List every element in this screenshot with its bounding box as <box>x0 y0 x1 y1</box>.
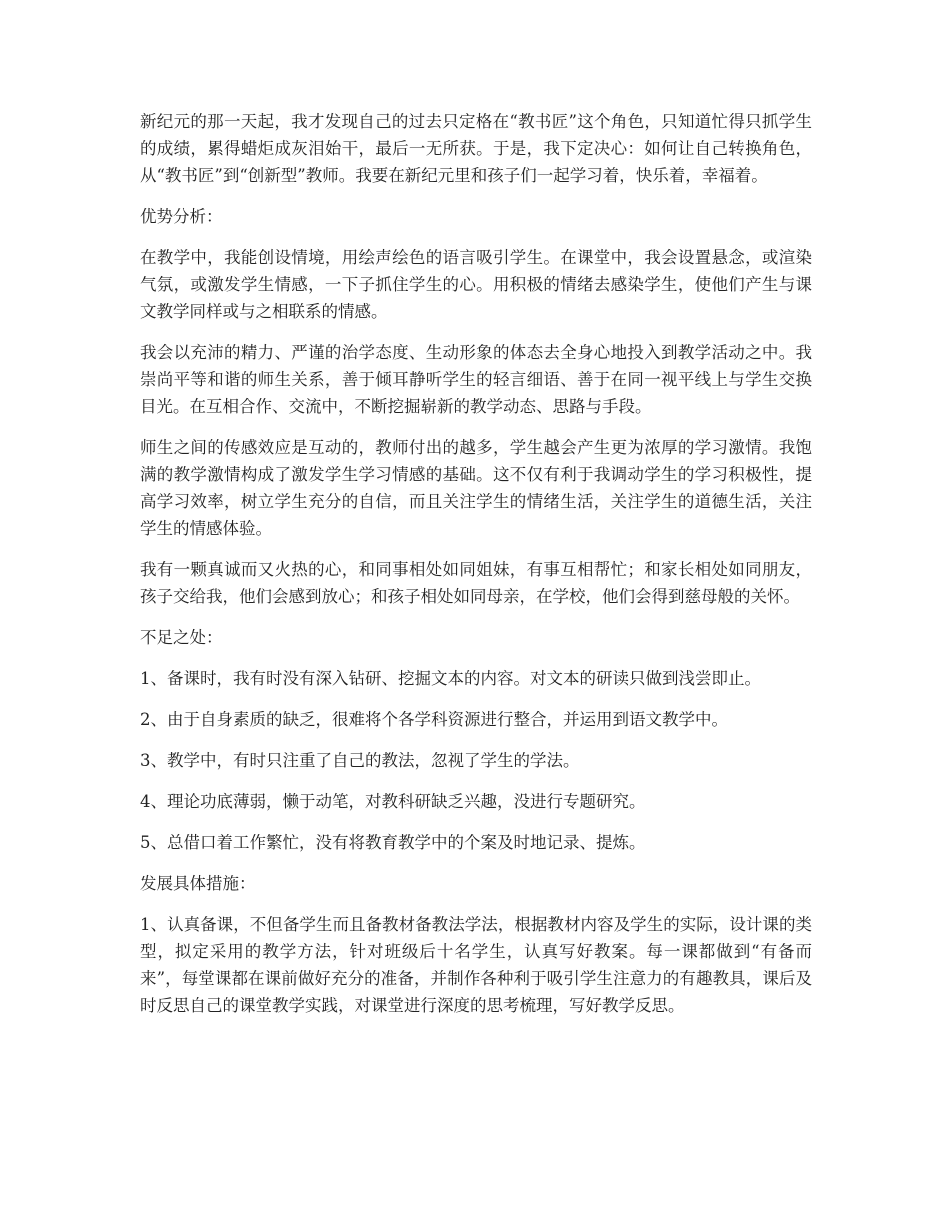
document-page <box>140 108 812 1033</box>
heading-weaknesses: 不足之处： <box>140 628 223 647</box>
paragraph-strength-4: 我有一颗真诚而又火热的心，和同事相处如同姐妹，有事互相帮忙；和家长相处如同朋友，孩子交给我，他们会感到放心；和孩子相处如同母亲，在学校，他们会得到慈母般的关怀。 <box>140 560 812 606</box>
paragraph-strength-1: 在教学中，我能创设情境，用绘声绘色的语言吸引学生。在课堂中，我会设置悬念，或渲染气氛，或激发学生情感，一下子抓住学生的心。用积极的情绪去感染学生，使他们产生与课文教学同样或与之相联系的情感。 <box>140 248 812 321</box>
paragraph-strength-3: 师生之间的传感效应是互动的，教师付出的越多，学生越会产生更为浓厚的学习激情。我饱满的教学激情构成了激发学生学习情感的基础。这不仅有利于我调动学生的学习积极性，提高学习效率，树立学生充分的自信，而且关注学生的情绪生活，关注学生的道德生活，关注学生的情感体验。 <box>140 438 812 538</box>
list-item-measure-1: 1、认真备课，不但备学生而且备教材备教法学法，根据教材内容及学生的实际，设计课的类型，拟定采用的教学方法，针对班级后十名学生，认真写好教案。每一课都做到“有备而来”，每堂课都在课前做好充分的准备，并制作各种利于吸引学生注意力的有趣教具，课后及时反思自己的课堂教学实践，对课堂进行深度的思考梳理，写好教学反思。 <box>140 915 812 1015</box>
paragraph-strength-2: 我会以充沛的精力、严谨的治学态度、生动形象的体态去全身心地投入到教学活动之中。我崇尚平等和谐的师生关系，善于倾耳静听学生的轻言细语、善于在同一视平线上与学生交换目光。在互相合作、交流中，不断挖掘崭新的教学动态、思路与手段。 <box>140 343 812 416</box>
list-item-weakness-4: 4、理论功底薄弱，懒于动笔，对教科研缺乏兴趣，没进行专题研究。 <box>140 792 646 811</box>
paragraph-intro: 新纪元的那一天起，我才发现自己的过去只定格在“教书匠”这个角色，只知道忙得只抓学生的成绩，累得蜡炬成灰泪始干，最后一无所获。于是，我下定决心：如何让自己转换角色，从“教书匠”到“创新型”教师。我要在新纪元里和孩子们一起学习着，快乐着，幸福着。 <box>140 112 812 185</box>
list-item-weakness-3: 3、教学中，有时只注重了自己的教法，忽视了学生的学法。 <box>140 751 580 770</box>
list-item-weakness-1: 1、备课时，我有时没有深入钻研、挖掘文本的内容。对文本的研读只做到浅尝即止。 <box>140 669 761 688</box>
heading-measures: 发展具体措施： <box>140 874 256 893</box>
list-item-weakness-2: 2、由于自身素质的缺乏，很难将个各学科资源进行整合，并运用到语文教学中。 <box>140 710 728 729</box>
heading-strengths: 优势分析： <box>140 207 223 226</box>
list-item-weakness-5: 5、总借口着工作繁忙，没有将教育教学中的个案及时地记录、提炼。 <box>140 833 646 852</box>
